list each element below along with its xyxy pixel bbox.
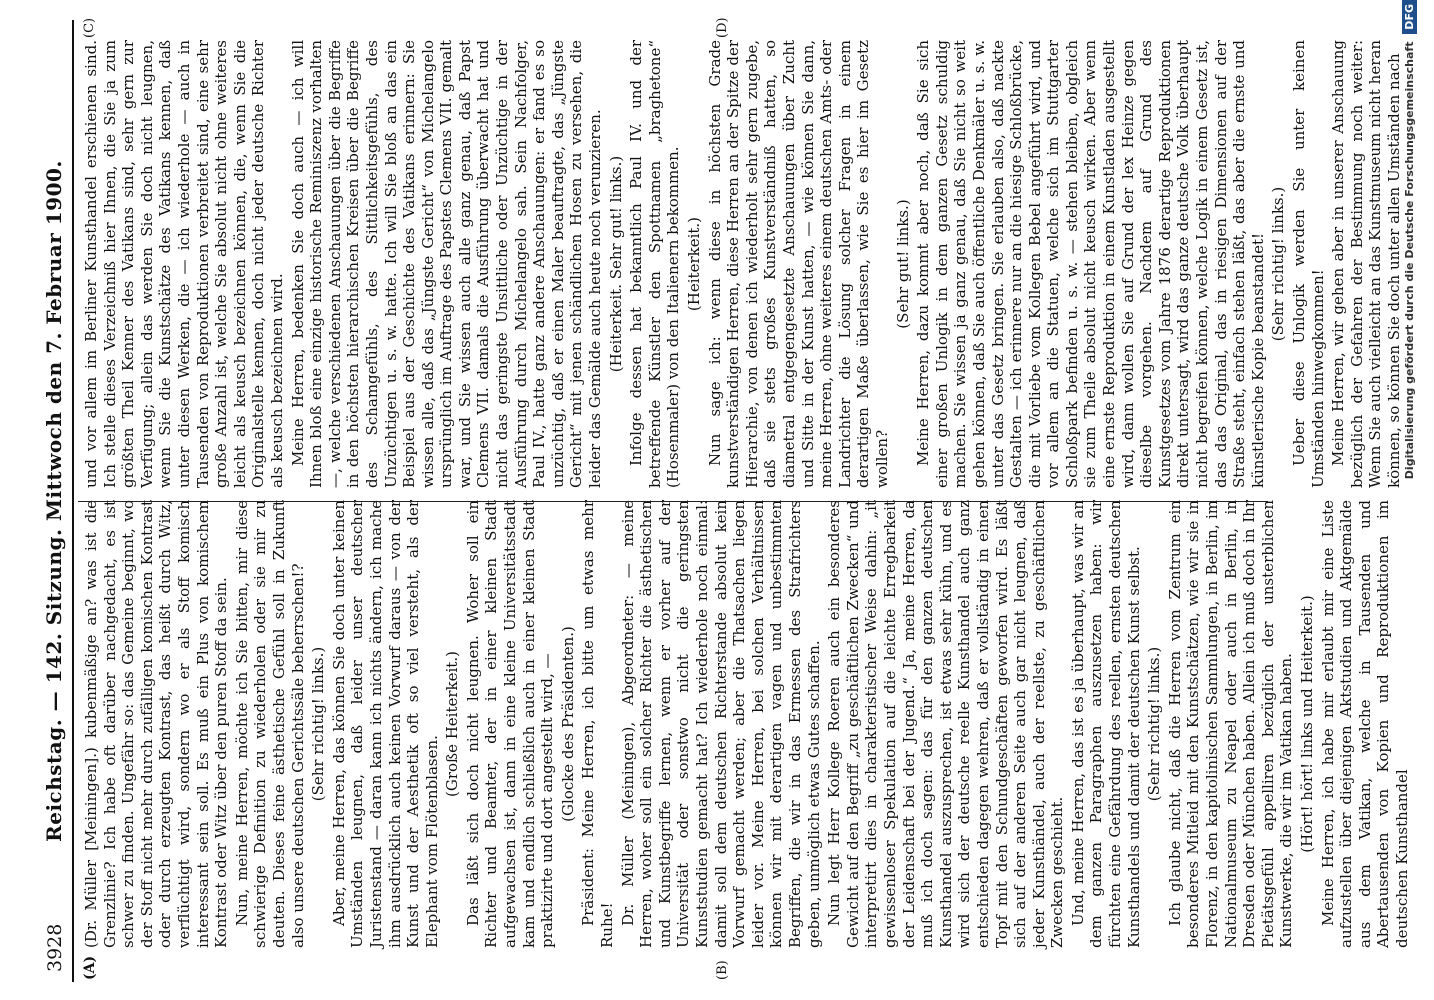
paragraph: Meine Herren, wir gehen aber in unserer Anschauung bezüglich der Gefahren der Bestimmung noch weiter: Wenn Sie auch vielleicht an das Kunstmuseum nicht heran können, so können Sie doch unter allen Umständen nach [1329,40,1403,488]
interjection: (Sehr gut! links.) [893,199,912,329]
interjection: (Sehr richtig! links.) [309,646,328,802]
digitization-credit [1402,0,1417,1000]
page-number: 3928 [44,923,66,972]
interjection: (Heiterkeit.) [685,216,703,312]
paragraph: Nun legt Herr Kollege Roeren auch ein besonderes Gewicht auf den Begriff „zu geschäftlichen Zwecken“ und interpretirt dies in charakteristischer Weise dahin: „it gewissenloser Spekulation auf die leichte Erregbarkeit der Leidenschaft bei der Jugend.“ Ja, meine Herren, da muß ich doch sagen: das für den ganzen deutschen Kunsthandel auszusprechen, ist etwas sehr kühn, und es wird sich der deutsche reelle Kunsthandel auch ganz entschieden dagegen wehren, daß er vollständig in einen Topf mit den Schundgeschäften geworfen wird. Es läßt sich auf der anderen Seite auch gar nicht leugnen, daß jeder Kunsthändel, auch der reellste, zu geschäftlichen Zwecken geschieht. [825,500,1067,948]
paragraph: Dr. Müller (Meiningen), Abgeordneter: — meine Herren, woher soll ein solcher Richter die ästhetischen und Kunstbegriffe lernen, wenn er vorher auf der Universität oder sonstwo nicht die geringsten Kunststudien gemacht hat? Ich wiederhole noch einmal: damit soll dem deutschen Richterstande absolut kein Vorwurf gemacht werden; aber die Thatsachen liegen leider vor. Meine Herren, bei solchen Verhältnissen können wir mit derartigen vagen und unbestimmten Begriffen, die wir in das Ermessen des Strafrichters geben, unmöglich etwas Gutes schaffen. [618,500,823,948]
paragraph: Aber, meine Herren, das können Sie doch unter keinen Umständen leugnen, daß leider unser deutscher Juristenstand — daran kann ich nichts ändern, ich mache ihm ausdrücklich auch keinen Vorwurf daraus — von der Kunst und der Aesthetik oft so viel versteht, als der Elephant vom Flötenblasen. [329,500,441,948]
interjection: (Sehr richtig! links.) [1269,186,1288,342]
paragraph: Und, meine Herren, das ist es ja überhaupt, was wir an dem ganzen Paragraphen auszusetzen haben: wir fürchten eine Gefährdung des reellen, ernsten deutschen Kunsthandels und damit der deutschen Kunst selbst. [1068,500,1143,948]
paragraph: Meine Herren, dazu kommt aber noch, daß Sie sich einer großen Unlogik in dem ganzen Gesetz schuldig machen. Sie wissen ja ganz genau, daß Sie nicht so weit gehen können, daß Sie auch öffentliche Denkmäler u. s. w. unter das Gesetz bringen. Sie erlauben also, daß nackte Gestalten — ich erinnere nur an die hiesige Schloßbrücke, die mit Vorliebe vom Kollegen Bebel angeführt wird, und vor allem an die Statuen, welche sich im Stuttgarter Schloßpark befinden u. s. w. — stehen bleiben, obgleich sie zum Theile absolut nicht keusch wirken. Aber wenn eine ernste Reproduktion in einem Kunstladen ausgestellt wird, dann wollen Sie auf Grund der lex Heinze gegen dieselbe vorgehen. Nachdem auf Grund des Kunstgesetzes vom Jahre 1876 derartige Reproduktionen direkt untersagt, wird das ganze deutsche Volk überhaupt nicht begreifen können, welche Logik in einem Gesetz ist, das das Original, das in riesigen Dimensionen auf der Straße steht, einfach stehen läßt, das aber die ernste und künstlerische Kopie beanstandet! [914,40,1267,488]
right-text-column [82,40,1403,488]
paragraph: Meine Herren, ich habe mir erlaubt mir eine Liste aufzustellen über diejenigen Aktstudien und Aktgemälde aus dem Vatikan, welche in Tausenden und Abertausenden von Kopien und Reproduktionen im deutschen Kunsthandel [1318,500,1411,948]
paragraph: Nun, meine Herren, möchte ich Sie bitten, mir diese schwierige Definition zu wiederholen oder sie mir zu deuten. Dieses feine ästhetische Gefühl soll in Zukunft also unsere deutschen Gerichtssäle beherrschen!? [232,500,307,948]
paragraph: Das läßt sich doch nicht leugnen. Woher soll ein Richter und Beamter, der in einer kleinen Stadt aufgewachsen ist, dann in eine kleine Universitätsstadt kam und endlich schließlich auch in einer kleinen Stadt praktizirte und dort angestellt wird, — [463,500,557,948]
paragraph: Meine Herren, bedenken Sie doch auch — ich will Ihnen bloß eine einzige historische Reminiszenz vorhalten —, welche verschiedenen Anschauungen über die Begriffe in den höchsten hierarchischen Kreisen über die Begriffe des Schamgefühls, des Sittlichkeitsgefühls, des Unzüchtigen u. s. w. hatte. Ich will Sie bloß an das ein Beispiel aus der Geschichte des Vatikans erinnern: Sie wissen alle, daß das „Jüngste Gericht“ von Michelangelo ursprünglich im Auftrage des Papstes Clemens VII. gemalt war, und Sie wissen auch alle ganz genau, daß Papst Clemens VII. damals die Ausführung überwacht hat und nicht das geringste Unsittliche oder Unzüchtige in der Ausführung durch Michelangelo sah. Sein Nachfolger, Paul IV., hatte ganz andere Anschauungen: er fand es so unzüchtig, daß er einen Maler beauftragte, das „Jüngste Gericht“ mit jenen schändlichen Hosen zu versehen, die leider das Gemälde auch heute noch verunzieren. [288,40,605,488]
interjection: (Große Heiterkeit.) [443,651,462,797]
margin-mark-b: (B) [715,960,730,980]
margin-mark-d: (D) [715,17,730,38]
column-divider [78,501,1268,502]
session-title: Reichstag. — 142. Sitzung. Mittwoch den 7. Februar 1900. [42,160,66,842]
paragraph: Ueber diese Unlogik werden Sie unter keinen Umständen hinwegkommen! [1290,40,1327,488]
paragraph: (Dr. Müller [Meiningen].) kubenmäßige an? was ist die Grenzlinie? Ich habe oft darüber nachgedacht, es ist schwer zu finden. Ungefähr so: das Gemeine beginnt, wo der Stoff nicht mehr durch zufälligen komischen Kontrast oder durch erzeugten Kontrast, das heißt durch Witz, verflüchtigt wird, sondern wo er als Stoff komisch interessant sein soll. Es muß ein Plus von komischem Kontrast oder Witz über den puren Stoff da sein. [82,500,231,948]
interjection: (Heiterkeit. Sehr gut! links.) [606,155,625,373]
paragraph: und vor allem im Berliner Kunsthandel erschienen sind. Ich stelle dieses Verzeichniß hier Ihnen, die Sie ja zum größten Theil Kenner des Vatikans sind, sehr gern zur Verfügung; allein das werden Sie doch nicht leugnen, wenn Sie die Kunstschätze des Vatikans kennen, daß unter diesen Werken, die — ich wiederhole — auch in Tausenden von Reproduktionen verbreitet sind, eine sehr große Anzahl ist, welche Sie absolut nicht ohne weiteres leicht als keusch bezeichnen können, die, wenn Sie die Originalstelle kennen, doch nicht jeder deutsche Richter als keusch bezeichnen wird. [82,40,286,488]
left-text-column [82,500,1411,948]
digitization-credit-text: Digitalisierung gefördert durch die Deutsche Forschungsgemeinschaft [1403,41,1416,480]
dfg-logo: DFG [1402,0,1417,34]
paragraph: Nun sage ich: wenn diese in höchsten Grade kunstverständigen Herren, diese Herren an der Spitze der Hierarchie, von denen ich wiederholt sehr gern zugebe, daß sie stets großes Kunstverständniß hatten, so diametral entgegengesetzte Anschauungen über Zucht und Sitte in der Kunst hatten, — wie können Sie dann, meine Herren, ohne weiteres einem deutschen Amts- oder Landrichter die Lösung solcher Fragen in einem derartigen Maße überlassen, wie Sie es hier im Gesetz wollen? [705,40,891,488]
interjection: (Sehr richtig! links.) [1145,646,1164,802]
paragraph: Ich glaube nicht, daß die Herren vom Zentrum ein besonderes Mitleid mit den Kunstschätzen, wie wir sie in Florenz, in den kapitolinischen Sammlungen, in Berlin, im Nationalmuseum zu Neapel oder auch in Berlin, in Dresden oder München haben. Allein ich muß doch in Ihr Pietätsgefühl appelliren bezüglich der unsterblichen Kunstwerke, die wir im Vatikan haben. [1165,500,1296,948]
running-header [38,20,74,982]
interjection: (Hört! hört! links und Heiterkeit.) [1298,595,1316,853]
margin-mark-a: (A) [82,955,98,980]
paragraph: Infolge dessen hat bekanntlich Paul IV. und der betreffende Künstler den Spottnamen „braghetone“ (Hosenmaler) von den Italienern bekommen. [627,40,683,488]
president-remark: Präsident: Meine Herren, ich bitte um etwas mehr Ruhe! [579,500,617,948]
interjection: (Glocke des Präsidenten.) [558,626,577,822]
margin-mark-c: (C) [82,17,97,38]
